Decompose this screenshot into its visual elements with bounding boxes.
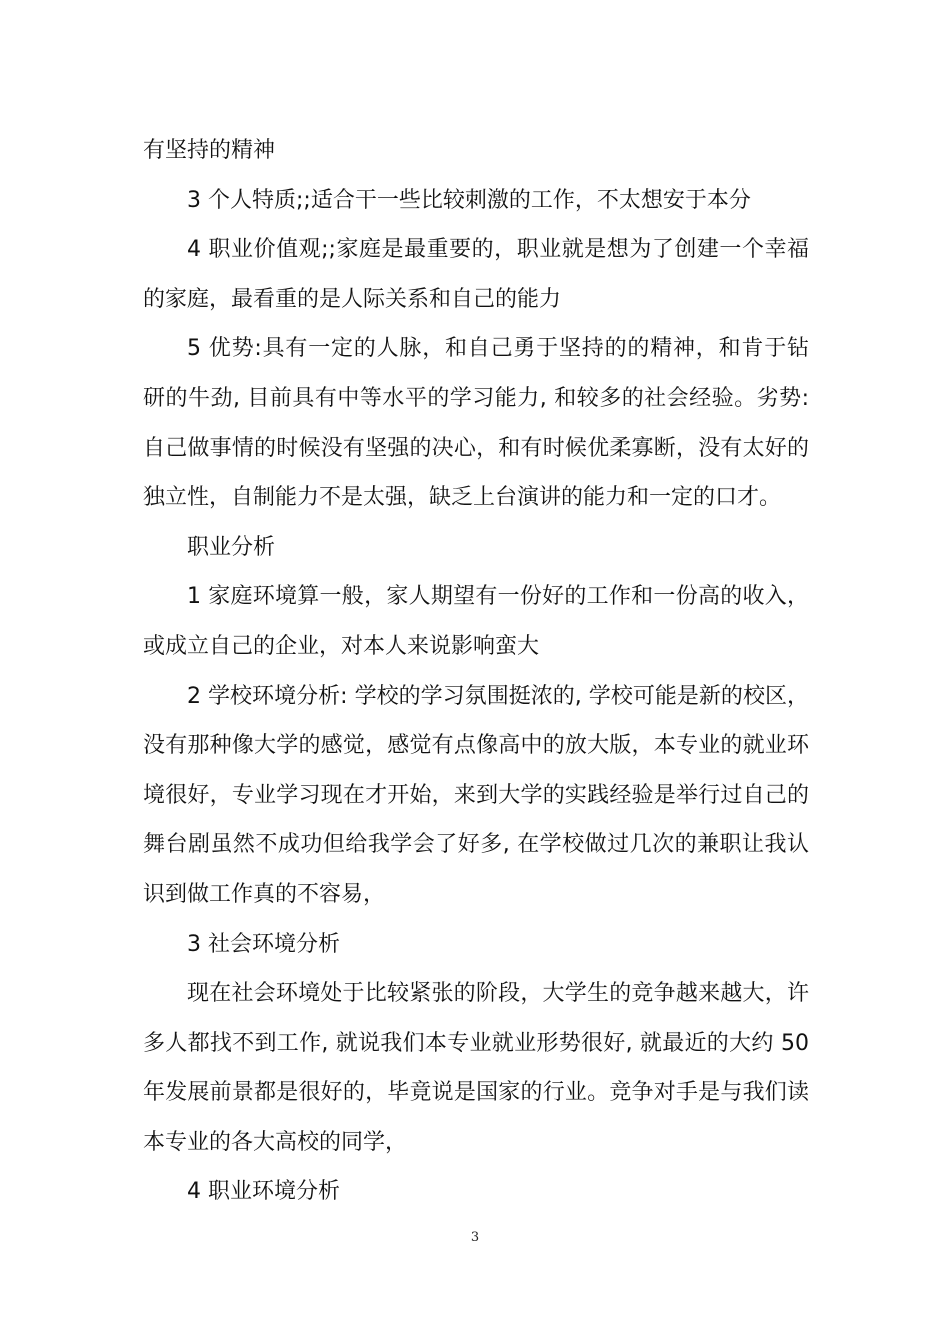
paragraph-family-environment: 1 家庭环境算一般，家人期望有一份好的工作和一份高的收入，或成立自己的企业，对本人来说影响蛮大 — [143, 584, 809, 659]
subheading-social-environment: 3 社会环境分析 — [187, 931, 340, 957]
document-body — [143, 126, 809, 1217]
section-heading-career-analysis: 职业分析 — [187, 534, 276, 560]
page-number: 3 — [470, 1230, 480, 1245]
subheading-career-environment: 4 职业环境分析 — [187, 1179, 340, 1205]
paragraph-strengths-weaknesses: 5 优势:具有一定的人脉，和自己勇于坚持的的精神，和肯于钻研的牛劲, 目前具有中等水平的学习能力, 和较多的社会经验。劣势: 自己做事情的时候没有坚强的决心，和有时候优柔寡断，没有太好的独立性，自制能力不是太强，缺乏上台演讲的能力和一定的口才。 — [143, 336, 809, 511]
paragraph-social-environment: 现在社会环境处于比较紧张的阶段，大学生的竞争越来越大，许多人都找不到工作, 就说我们本专业就业形势很好, 就最近的大约 50 年发展前景都是很好的，毕竟说是国家的行业。竞争对手是与我们读本专业的各大高校的同学， — [143, 981, 809, 1155]
paragraph-career-values: 4 职业价值观;;家庭是最重要的，职业就是想为了创建一个幸福的家庭，最看重的是人际关系和自己的能力 — [143, 237, 809, 312]
paragraph-continuation: 有坚持的精神 — [143, 138, 276, 163]
paragraph-personal-traits: 3 个人特质;;适合干一些比较刺激的工作，不太想安于本分 — [187, 187, 751, 213]
paragraph-school-environment: 2 学校环境分析: 学校的学习氛围挺浓的, 学校可能是新的校区，没有那种像大学的感觉，感觉有点像高中的放大版，本专业的就业环境很好，专业学习现在才开始，来到大学的实践经验是举行过自己的舞台剧虽然不成功但给我学会了好多, 在学校做过几次的兼职让我认识到做工作真的不容易， — [143, 683, 809, 907]
